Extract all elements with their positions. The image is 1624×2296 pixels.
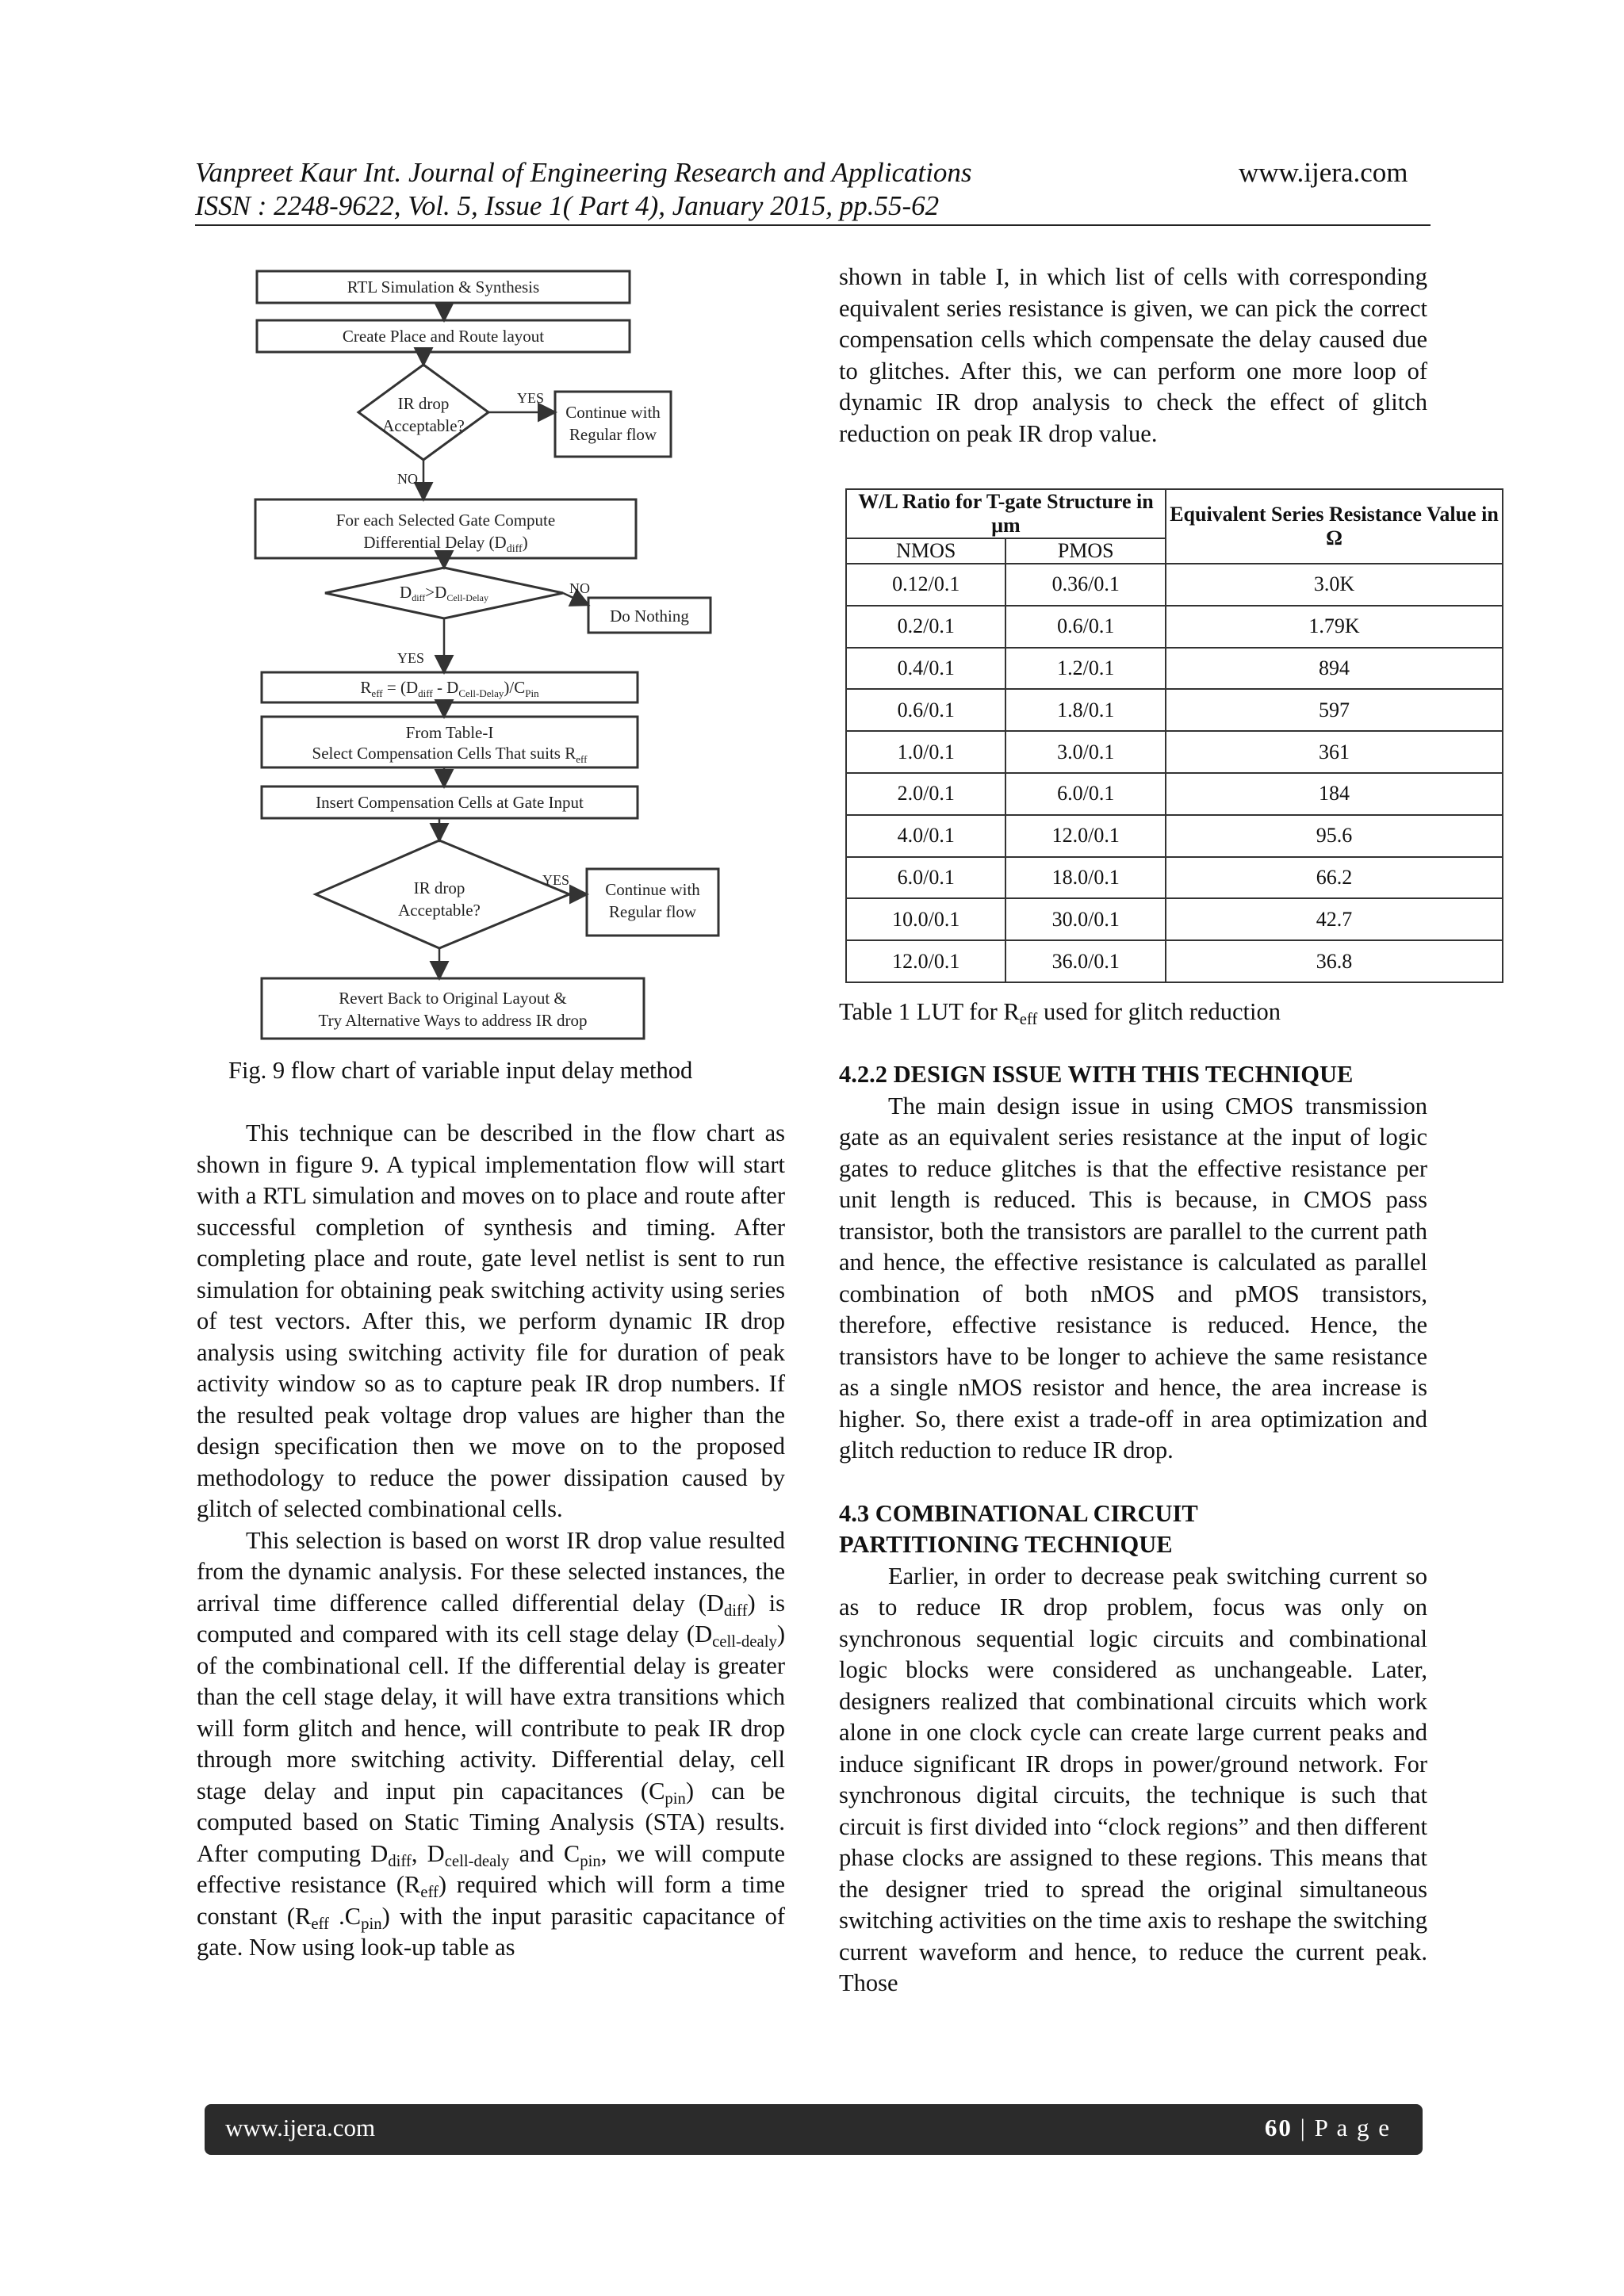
flow-label-no-1: NO bbox=[397, 471, 418, 487]
table-row bbox=[846, 898, 1503, 940]
table-cell: 597 bbox=[1166, 689, 1503, 731]
table-cell: 0.6/0.1 bbox=[1005, 606, 1166, 648]
flow-label-yes-1: YES bbox=[516, 390, 544, 406]
table-cell: 12.0/0.1 bbox=[1005, 815, 1166, 857]
flow-box-continue-1 bbox=[555, 392, 671, 457]
table-header-row bbox=[846, 489, 1503, 538]
flow-text-continue-1a: Continue with bbox=[565, 403, 661, 422]
table-row bbox=[846, 731, 1503, 773]
table-cell: 894 bbox=[1166, 648, 1503, 690]
paragraph-selection: This selection is based on worst IR drop value resulted from the dynamic analysis. For these selected instances, the arrival time difference called differential delay $(D_{diff})$ is computed and compared with its cell stage delay $(D_{cell-dealy})$ of the combinational cell. If the differential delay is greater than the cell stage delay, it will have extra transitions which will form glitch and hence, will contribute to peak IR drop through more switching activity. Differential delay, cell stage delay and input pin capacitances $(C_{pin})$ can be computed based on Static Timing Analysis (STA) results. After computing $D_{diff}$, $D_{cell-dealy}$ and $C_{pin}$, we will compute effective resistance $(R_{eff})$ required which will form a time constant ($R_{eff}$ $.C_{pin}$) with the input parasitic capacitance of gate. Now using look-up table as bbox=[197, 1526, 785, 1961]
table-cell: 2.0/0.1 bbox=[846, 773, 1005, 815]
table-cell: 0.2/0.1 bbox=[846, 606, 1005, 648]
table-header-nmos: NMOS bbox=[846, 538, 1005, 564]
table-row bbox=[846, 857, 1503, 899]
section-title-partitioning-1: 4.3 COMBINATIONAL CIRCUIT bbox=[839, 1499, 1198, 1527]
table-cell: 1.0/0.1 bbox=[846, 731, 1005, 773]
table-cell: 0.12/0.1 bbox=[846, 564, 1005, 606]
paragraph-partitioning: Earlier, in order to decrease peak switching current so as to reduce IR drop problem, focus was only on synchronous sequential logic circuits and combinational logic blocks were considered as unchangeable. Later, designers realized that combinational circuits which work alone in one clock cycle can create large current peaks and induce significant IR drops in power/ground network. For synchronous digital circuits, the technique is such that circuit is first divided into “clock regions” and then different phase clocks are assigned to these regions. This means that the designer tried to spread the original simultaneous switching activities on the time axis to reshape the switching current waveform and hence, to reduce the current peak. Those bbox=[839, 1562, 1427, 1996]
table-cell: 6.0/0.1 bbox=[1005, 773, 1166, 815]
table-cell: 3.0/0.1 bbox=[1005, 731, 1166, 773]
footer-page: 60 | P a g e bbox=[1264, 2114, 1391, 2141]
table-cell: 66.2 bbox=[1166, 857, 1503, 899]
flow-text-insert: Insert Compensation Cells at Gate Input bbox=[316, 793, 584, 812]
table-cell: 184 bbox=[1166, 773, 1503, 815]
table-cell: 10.0/0.1 bbox=[846, 898, 1005, 940]
flow-label-yes-2: YES bbox=[396, 650, 425, 666]
paragraph-table-intro: shown in table I, in which list of cells with corresponding equivalent series resistance is given, we can pick the correct compensation cells which compensate the delay caused due to glitches. After this, we can perform one more loop of dynamic IR drop analysis to check the effect of glitch reduction on peak IR drop value. bbox=[839, 263, 1427, 447]
flow-text-table-a: From Table-I bbox=[405, 723, 494, 742]
table-header-resistance: Equivalent Series Resistance Value in Ω bbox=[1166, 489, 1503, 564]
table-cell: 95.6 bbox=[1166, 815, 1503, 857]
page-footer bbox=[205, 2104, 1423, 2155]
flow-text-compute-b: Differential Delay $(D_{diff})$ bbox=[363, 533, 528, 555]
table-row bbox=[846, 564, 1503, 606]
table-cell: 36.8 bbox=[1166, 940, 1503, 982]
table-row bbox=[846, 815, 1503, 857]
journal-header-site: www.ijera.com bbox=[1239, 157, 1408, 188]
journal-header-title: Vanpreet Kaur Int. Journal of Engineering Research and Applications bbox=[195, 157, 972, 188]
right-column-bottom bbox=[839, 1059, 1427, 1999]
table-cell: 1.79K bbox=[1166, 606, 1503, 648]
section-title-partitioning-2: PARTITIONING TECHNIQUE bbox=[839, 1531, 1173, 1558]
table-cell: 18.0/0.1 bbox=[1005, 857, 1166, 899]
table-cell: 0.36/0.1 bbox=[1005, 564, 1166, 606]
table-cell: 0.4/0.1 bbox=[846, 648, 1005, 690]
table-cell: 6.0/0.1 bbox=[846, 857, 1005, 899]
flow-text-place-route: Create Place and Route layout bbox=[342, 327, 545, 346]
table-row bbox=[846, 940, 1503, 982]
table-cell: 0.6/0.1 bbox=[846, 689, 1005, 731]
table-cell: 3.0K bbox=[1166, 564, 1503, 606]
table-header-pmos: PMOS bbox=[1005, 538, 1166, 564]
flow-text-revert-b: Try Alternative Ways to address IR drop bbox=[318, 1011, 588, 1030]
flow-text-ir-1b: Acceptable? bbox=[382, 416, 465, 435]
figure-caption: Fig. 9 flow chart of variable input delay method bbox=[228, 1057, 693, 1084]
table-row bbox=[846, 773, 1503, 815]
table-row bbox=[846, 689, 1503, 731]
table-cell: 36.0/0.1 bbox=[1005, 940, 1166, 982]
table-cell: 361 bbox=[1166, 731, 1503, 773]
header-divider bbox=[195, 224, 1431, 226]
flow-text-ddiff: Ddiff>DCell-Delay bbox=[400, 583, 488, 603]
table-header-wl: W/L Ratio for T-gate Structure in μm bbox=[846, 489, 1166, 538]
paragraph-design-issue: The main design issue in using CMOS transmission gate as an equivalent series resistance at the input of logic gates to reduce glitches is that the effective resistance per unit length is reduced. This is because, in CMOS pass transistor, both the transistors are parallel to the current path and hence, the effective resistance is calculated as parallel combination of both nMOS and pMOS transistors, therefore, effective resistance is reduced. Hence, the transistors have to be longer to achieve the same resistance as a single nMOS resistor and hence, the area increase is higher. So, there exist a trade-off in area optimization and glitch reduction to reduce IR drop. bbox=[839, 1092, 1427, 1464]
table-cell: 4.0/0.1 bbox=[846, 815, 1005, 857]
flow-text-continue-2a: Continue with bbox=[605, 880, 700, 899]
table-row bbox=[846, 648, 1503, 690]
flow-text-ir-2a: IR drop bbox=[413, 878, 465, 897]
table-cell: 1.8/0.1 bbox=[1005, 689, 1166, 731]
flow-text-ir-1a: IR drop bbox=[397, 394, 450, 413]
flow-text-continue-2b: Regular flow bbox=[608, 902, 697, 921]
table-cell: 12.0/0.1 bbox=[846, 940, 1005, 982]
footer-site: www.ijera.com bbox=[225, 2114, 376, 2141]
flow-label-yes-3: YES bbox=[542, 872, 569, 888]
flow-text-reff: $R_{eff} = (D_{diff} - D_{Cell-Delay})/C_{Pin}$ bbox=[360, 678, 539, 699]
journal-header-issn: ISSN : 2248-9622, Vol. 5, Issue 1( Part 4), January 2015, pp.55-62 bbox=[195, 190, 940, 221]
table-caption: Table 1 LUT for $R_{eff}$ used for glitch reduction bbox=[839, 998, 1281, 1028]
flow-text-table-b: Select Compensation Cells That suits $R_{eff}$ bbox=[312, 744, 588, 765]
flow-text-rtl: RTL Simulation & Synthesis bbox=[347, 277, 540, 297]
table-row bbox=[846, 606, 1503, 648]
flow-text-revert-a: Revert Back to Original Layout & bbox=[339, 989, 567, 1008]
table-cell: 42.7 bbox=[1166, 898, 1503, 940]
flow-text-ir-2b: Acceptable? bbox=[398, 901, 481, 920]
flow-text-continue-1b: Regular flow bbox=[569, 425, 657, 444]
lut-table bbox=[845, 488, 1503, 983]
flow-text-do-nothing: Do Nothing bbox=[610, 607, 689, 626]
flow-text-compute-a: For each Selected Gate Compute bbox=[335, 511, 556, 530]
paragraph-flow-description: This technique can be described in the flow chart as shown in figure 9. A typical implementation flow will start with a RTL simulation and moves on to place and route after successful completion of synthesis and timing. After completing place and route, gate level netlist is sent to run simulation for obtaining peak switching activity using series of test vectors. After this, we perform dynamic IR drop analysis using switching activity file for duration of peak activity window so as to capture peak IR drop numbers. If the resulted peak voltage drop values are higher than the design specification then we move on to the proposed methodology to reduce the power dissipation caused by glitch of selected combinational cells. bbox=[197, 1119, 785, 1522]
table-cell: 1.2/0.1 bbox=[1005, 648, 1166, 690]
table-cell: 30.0/0.1 bbox=[1005, 898, 1166, 940]
section-title-design-issue: 4.2.2 DESIGN ISSUE WITH THIS TECHNIQUE bbox=[839, 1061, 1354, 1088]
right-column-top bbox=[839, 262, 1427, 450]
left-column bbox=[197, 1118, 785, 1964]
flowchart-figure bbox=[252, 262, 736, 1047]
flow-label-no-2: NO bbox=[569, 580, 590, 596]
